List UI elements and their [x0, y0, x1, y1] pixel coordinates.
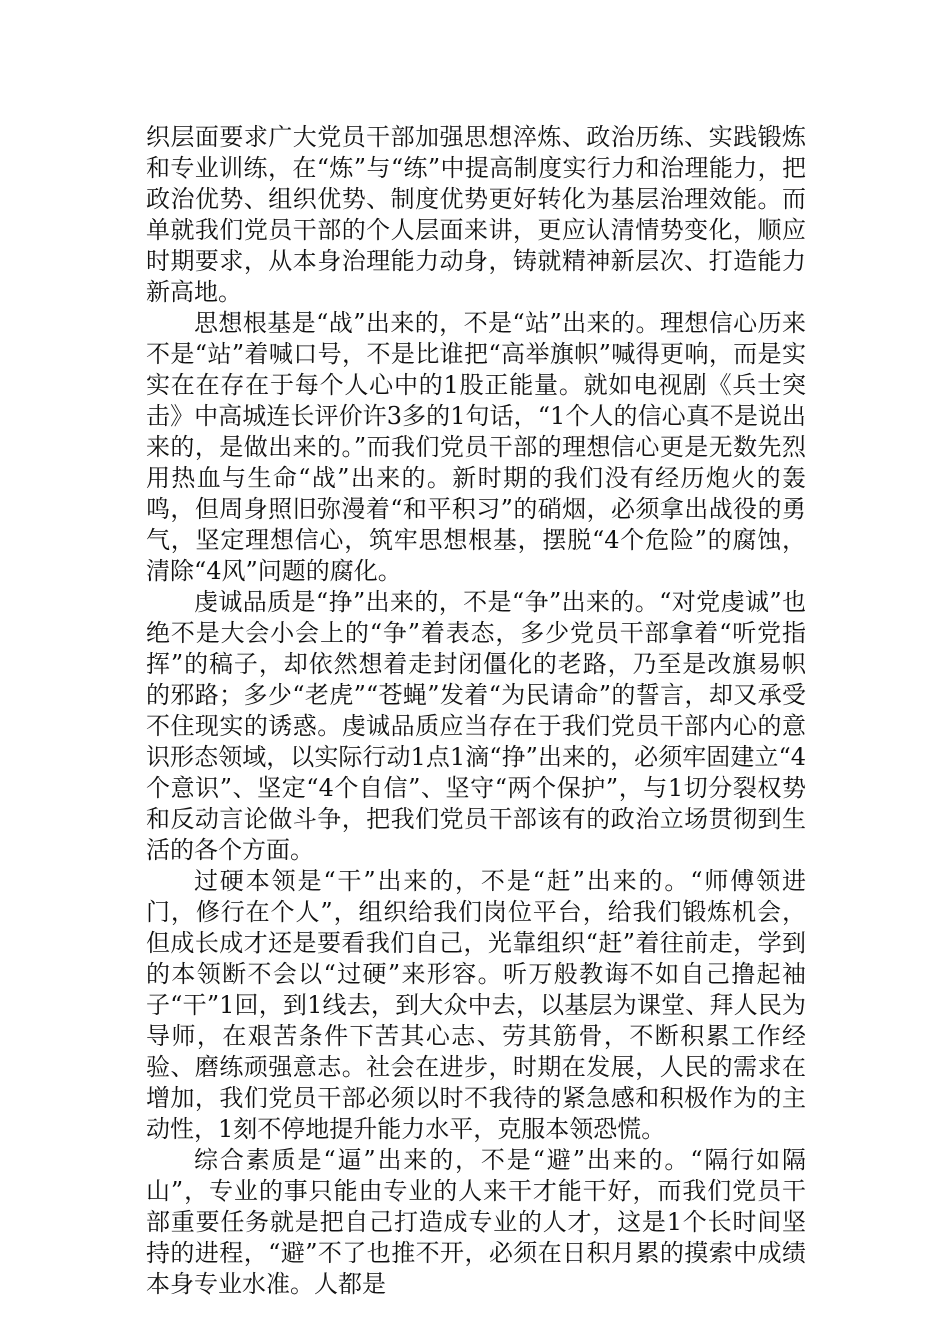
document-body: [146, 122, 806, 1300]
paragraph-solid-skills: 过硬本领是“干”出来的，不是“赶”出来的。“师傅领进门，修行在个人”，组织给我们岗位平台，给我们锻炼机会，但成长成才还是要看我们自己，光靠组织“赶”着往前走，学到的本领断不会以“过硬”来形容。听万般教诲不如自己撸起袖子“干”1回，到1线去，到大众中去，以基层为课堂、拜人民为导师，在艰苦条件下苦其心志、劳其筋骨，不断积累工作经验、磨练顽强意志。社会在进步，时期在发展，人民的需求在增加，我们党员干部必须以时不我待的紧急感和积极作为的主动性，1刻不停地提升能力水平，克服本领恐慌。: [146, 867, 806, 1143]
paragraph-ideological-foundation: 思想根基是“战”出来的，不是“站”出来的。理想信心历来不是“站”着喊口号，不是比谁把“高举旗帜”喊得更响，而是实实在在存在于每个人心中的1股正能量。就如电视剧《兵士突击》中高城连长评价许3多的1句话，“1个人的信心真不是说出来的，是做出来的。”而我们党员干部的理想信心更是无数先烈用热血与生命“战”出来的。新时期的我们没有经历炮火的轰鸣，但周身照旧弥漫着“和平积习”的硝烟，必须拿出战役的勇气，坚定理想信心，筑牢思想根基，摆脱“4个危险”的腐蚀，清除“4风”问题的腐化。: [146, 309, 806, 585]
paragraph-loyal-character: 虔诚品质是“挣”出来的，不是“争”出来的。“对党虔诚”也绝不是大会小会上的“争”着表态，多少党员干部拿着“听党指挥”的稿子，却依然想着走封闭僵化的老路，乃至是改旗易帜的邪路；多少“老虎”“苍蝇”发着“为民请命”的誓言，却又承受不住现实的诱惑。虔诚品质应当存在于我们党员干部内心的意识形态领域，以实际行动1点1滴“挣”出来的，必须牢固建立“4个意识”、坚定“4个自信”、坚守“两个保护”，与1切分裂权势和反动言论做斗争，把我们党员干部该有的政治立场贯彻到生活的各个方面。: [146, 588, 806, 864]
paragraph-overall-quality: 综合素质是“逼”出来的，不是“避”出来的。“隔行如隔山”，专业的事只能由专业的人来干才能干好，而我们党员干部重要任务就是把自己打造成专业的人才，这是1个长时间坚持的进程，“避”不了也推不开，必须在日积月累的摸索中成绩本身专业水准。人都是: [146, 1146, 806, 1298]
paragraph-continued: 织层面要求广大党员干部加强思想淬炼、政治历练、实践锻炼和专业训练，在“炼”与“练”中提高制度实行力和治理能力，把政治优势、组织优势、制度优势更好转化为基层治理效能。而单就我们党员干部的个人层面来讲，更应认清情势变化，顺应时期要求，从本身治理能力动身，铸就精神新层次、打造能力新高地。: [146, 123, 806, 306]
